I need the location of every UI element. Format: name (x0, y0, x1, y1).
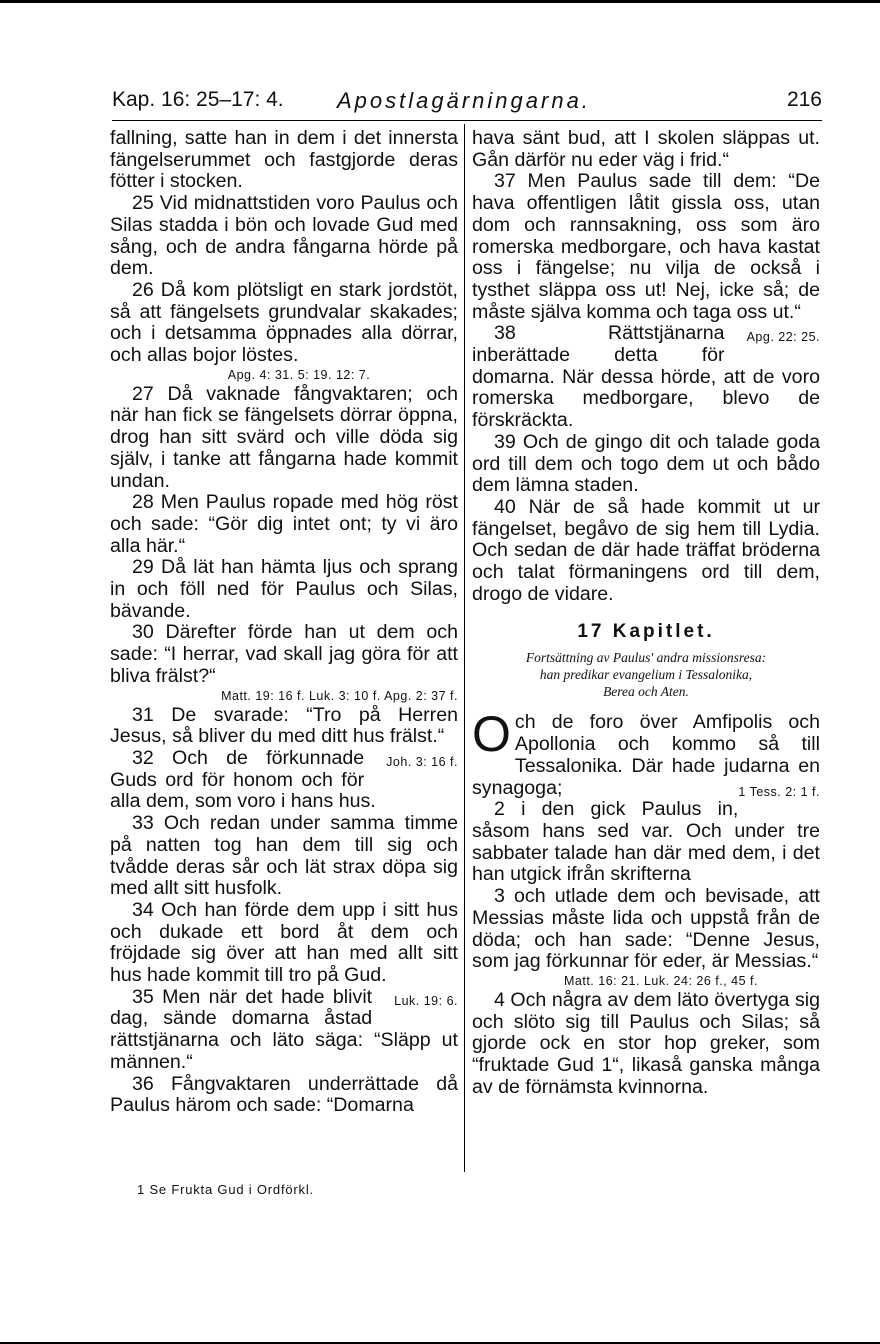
chapter-heading: 17 Kapitlet. (577, 621, 715, 643)
verse-paragraph (110, 557, 458, 622)
drop-cap: O (472, 706, 511, 763)
verse-paragraph (472, 706, 820, 799)
verse-text: 39 Och de gingo dit och talade goda ord till dem och togo dem ut och bådo dem lämna staden. (472, 430, 820, 497)
verse-paragraph (472, 886, 820, 973)
chapter-verses (472, 706, 820, 1098)
left-column (110, 128, 458, 1117)
page-number: 216 (786, 88, 822, 111)
verse-text: 32 Och de förkunnade Guds ord för honom och för alla dem, som voro i hans hus. (110, 746, 376, 813)
verse-text: 36 Fångvaktaren underrättade då Paulus härom och sade: “Domarna (110, 1072, 458, 1117)
verse-paragraph (110, 280, 458, 367)
verse-text: 38 Rättstjänarna inberättade detta för domarna. När dessa hörde, att de voro romerska medborgare, blevo de förskräckta. (472, 322, 820, 432)
verse-text: 2 i den gick Paulus in, såsom hans sed var. Och under tre sabbater talade han där med dem, i det han utgick ifrån skrifterna (472, 798, 820, 886)
verse-paragraph (472, 128, 820, 171)
scripture-reference: Joh. 3: 16 f. (386, 754, 458, 769)
column-divider (464, 124, 465, 1172)
right-column-verses (472, 128, 820, 605)
chapter-subtitle-line: han predikar evangelium i Tessalonika, (539, 667, 753, 683)
verse-paragraph (472, 432, 820, 497)
chapter-subtitle-line: Fortsättning av Paulus' andra missionsresa: (525, 650, 767, 666)
right-column (472, 128, 820, 1098)
scripture-reference: 1 Tess. 2: 1 f. (738, 784, 820, 799)
footnote: 1 Se Frukta Gud i Ordförkl. (137, 1182, 314, 1197)
verse-paragraph (110, 703, 458, 769)
verse-text: 28 Men Paulus ropade med hög röst och sade: “Gör dig intet ont; ty vi äro alla här.“ (110, 491, 458, 557)
verse-paragraph (472, 497, 820, 606)
scripture-reference: Matt. 19: 16 f. Luk. 3: 10 f. Apg. 2: 37 f. (221, 688, 458, 703)
scripture-reference: Apg. 4: 31. 5: 19. 12: 7. (227, 367, 371, 382)
verse-text: 30 Därefter förde han ut dem och sade: “I herrar, vad skall jag göra för att bliva frälst?“ (110, 621, 458, 687)
chapter-subtitle-line: Berea och Aten. (603, 684, 689, 700)
verse-text: 25 Vid midnattstiden voro Paulus och Silas stadda i bön och lovade Gud med sång, och de andra fångarna hörde på dem. (110, 192, 458, 280)
verse-paragraph (110, 813, 458, 900)
chapter-subtitle (472, 649, 820, 700)
verse-text: 31 De svarade: “Tro på Herren Jesus, så bliver du med ditt hus frälst.“ (110, 703, 458, 748)
header-rule (112, 120, 822, 121)
book-title: Apostlagärningarna. (337, 88, 591, 113)
verse-paragraph (110, 492, 458, 557)
scripture-reference: Luk. 19: 6. (394, 993, 458, 1008)
verse-paragraph (110, 622, 458, 687)
verse-paragraph (110, 128, 458, 193)
verse-text: 33 Och redan under samma timme på natten tog han dem till sig och tvådde deras sår och lät strax döpa sig med allt sitt husfolk. (110, 812, 458, 900)
verse-text: 37 Men Paulus sade till dem: “De hava offentligen låtit gissla oss, utan dom och rannsakning, oss som äro romerska medborgare, och hava kastat oss i fängelse; nu vilja de också i tysthet släppa oss ut! Nej, icke så; de måste själva komma och taga oss ut.“ (472, 170, 820, 323)
verse-paragraph (110, 193, 458, 280)
verse-paragraph (472, 990, 820, 1099)
verse-paragraph (472, 799, 820, 886)
verse-text: 35 Men när det hade blivit dag, sände domarna åstad rättstjänarna och läto säga: “Släpp ut männen.“ (110, 985, 458, 1073)
page-header (112, 88, 822, 118)
verse-text: ch de foro över Amfipolis och Apollonia och kommo så till Tessalonika. Där hade judarna en synagoga; (472, 711, 820, 799)
verse-text: 34 Och han förde dem upp i sitt hus och dukade ett bord åt dem och fröjdade sig över att han med allt sitt hus hade kommit till tro på Gud. (110, 898, 458, 987)
verse-text: 40 När de så hade kommit ut ur fängelset, begåvo de sig hem till Lydia. Och sedan de där hade träffat bröderna och talat förmaningens ord till dem, drogo de vidare. (472, 495, 820, 605)
chapter-reference: Kap. 16: 25–17: 4. (112, 88, 284, 111)
verse-paragraph (110, 1074, 458, 1117)
verse-text: 4 Och några av dem läto övertyga sig och slöto sig till Paulus och Silas; så gjorde ock en stor hop greker, som “fruktade Gud 1“, likaså ganska många av de förnämsta kvinnorna. (472, 988, 820, 1098)
top-border (0, 0, 880, 3)
verse-text: fallning, satte han in dem i det innersta fängelserummet och fastgjorde deras fötter i stocken. (110, 127, 458, 193)
verse-paragraph (110, 384, 458, 493)
verse-paragraph (472, 170, 820, 345)
scripture-reference: Apg. 22: 25. (746, 330, 820, 345)
scripture-reference: Matt. 16: 21. Luk. 24: 26 f., 45 f. (564, 973, 758, 988)
verse-text: 27 Då vaknade fångvaktaren; och när han fick se fängelsets dörrar öppna, drog han sitt svärd och ville döda sig själv, i tanke att fångarna hade kommit undan. (110, 382, 458, 492)
verse-text: 26 Då kom plötsligt en stark jordstöt, så att fängelsets grundvalar skakades; och i detsamma öppnades alla dörrar, och allas bojor löstes. (110, 278, 458, 367)
verse-text: 3 och utlade dem och bevisade, att Messias måste lida och uppstå från de döda; och han sade: “Denne Jesus, som jag förkunnar för eder, är Messias.“ (472, 885, 820, 973)
verse-text: hava sänt bud, att I skolen släppas ut. Gån därför nu eder väg i frid.“ (472, 127, 820, 171)
verse-paragraph (110, 898, 458, 1008)
verse-text: 29 Då lät han hämta ljus och sprang in och föll ned för Paulus och Silas, bävande. (110, 556, 458, 622)
